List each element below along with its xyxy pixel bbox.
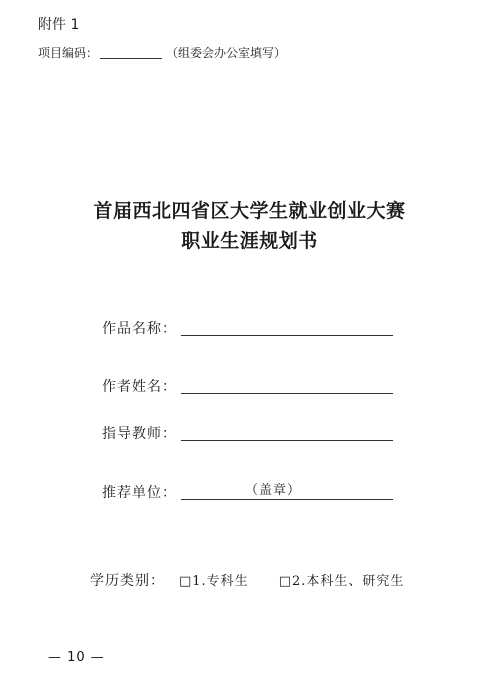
education-category-row xyxy=(90,570,404,590)
advisor-blank xyxy=(181,424,393,441)
project-code-note: （组委会办公室填写） xyxy=(166,46,287,60)
option-junior-college: □1.专科生 xyxy=(179,574,249,589)
recommending-unit-label: 推荐单位： xyxy=(102,485,177,501)
author-name-label: 作者姓名： xyxy=(102,379,177,395)
project-code-blank xyxy=(100,46,162,59)
work-name-label: 作品名称： xyxy=(102,321,177,337)
work-name-field xyxy=(102,318,393,338)
advisor-field xyxy=(102,423,393,443)
seal-note: （盖章） xyxy=(245,483,302,498)
attachment-label: 附件 1 xyxy=(38,17,80,33)
option-undergrad-grad: □2.本科生、研究生 xyxy=(278,574,405,589)
author-name-field xyxy=(102,376,393,396)
page-number: — 10 — xyxy=(48,650,105,665)
author-name-blank xyxy=(181,377,393,394)
education-category-label: 学历类别： xyxy=(90,573,165,589)
document-subtitle: 职业生涯规划书 xyxy=(181,230,318,252)
project-code-label: 项目编码： xyxy=(38,46,99,60)
recommending-unit-field xyxy=(102,482,393,502)
work-name-blank xyxy=(181,319,393,336)
project-code-row xyxy=(38,44,286,61)
advisor-label: 指导教师： xyxy=(102,426,177,442)
recommending-unit-blank xyxy=(181,483,393,500)
document-title: 首届西北四省区大学生就业创业大赛 xyxy=(93,200,406,222)
